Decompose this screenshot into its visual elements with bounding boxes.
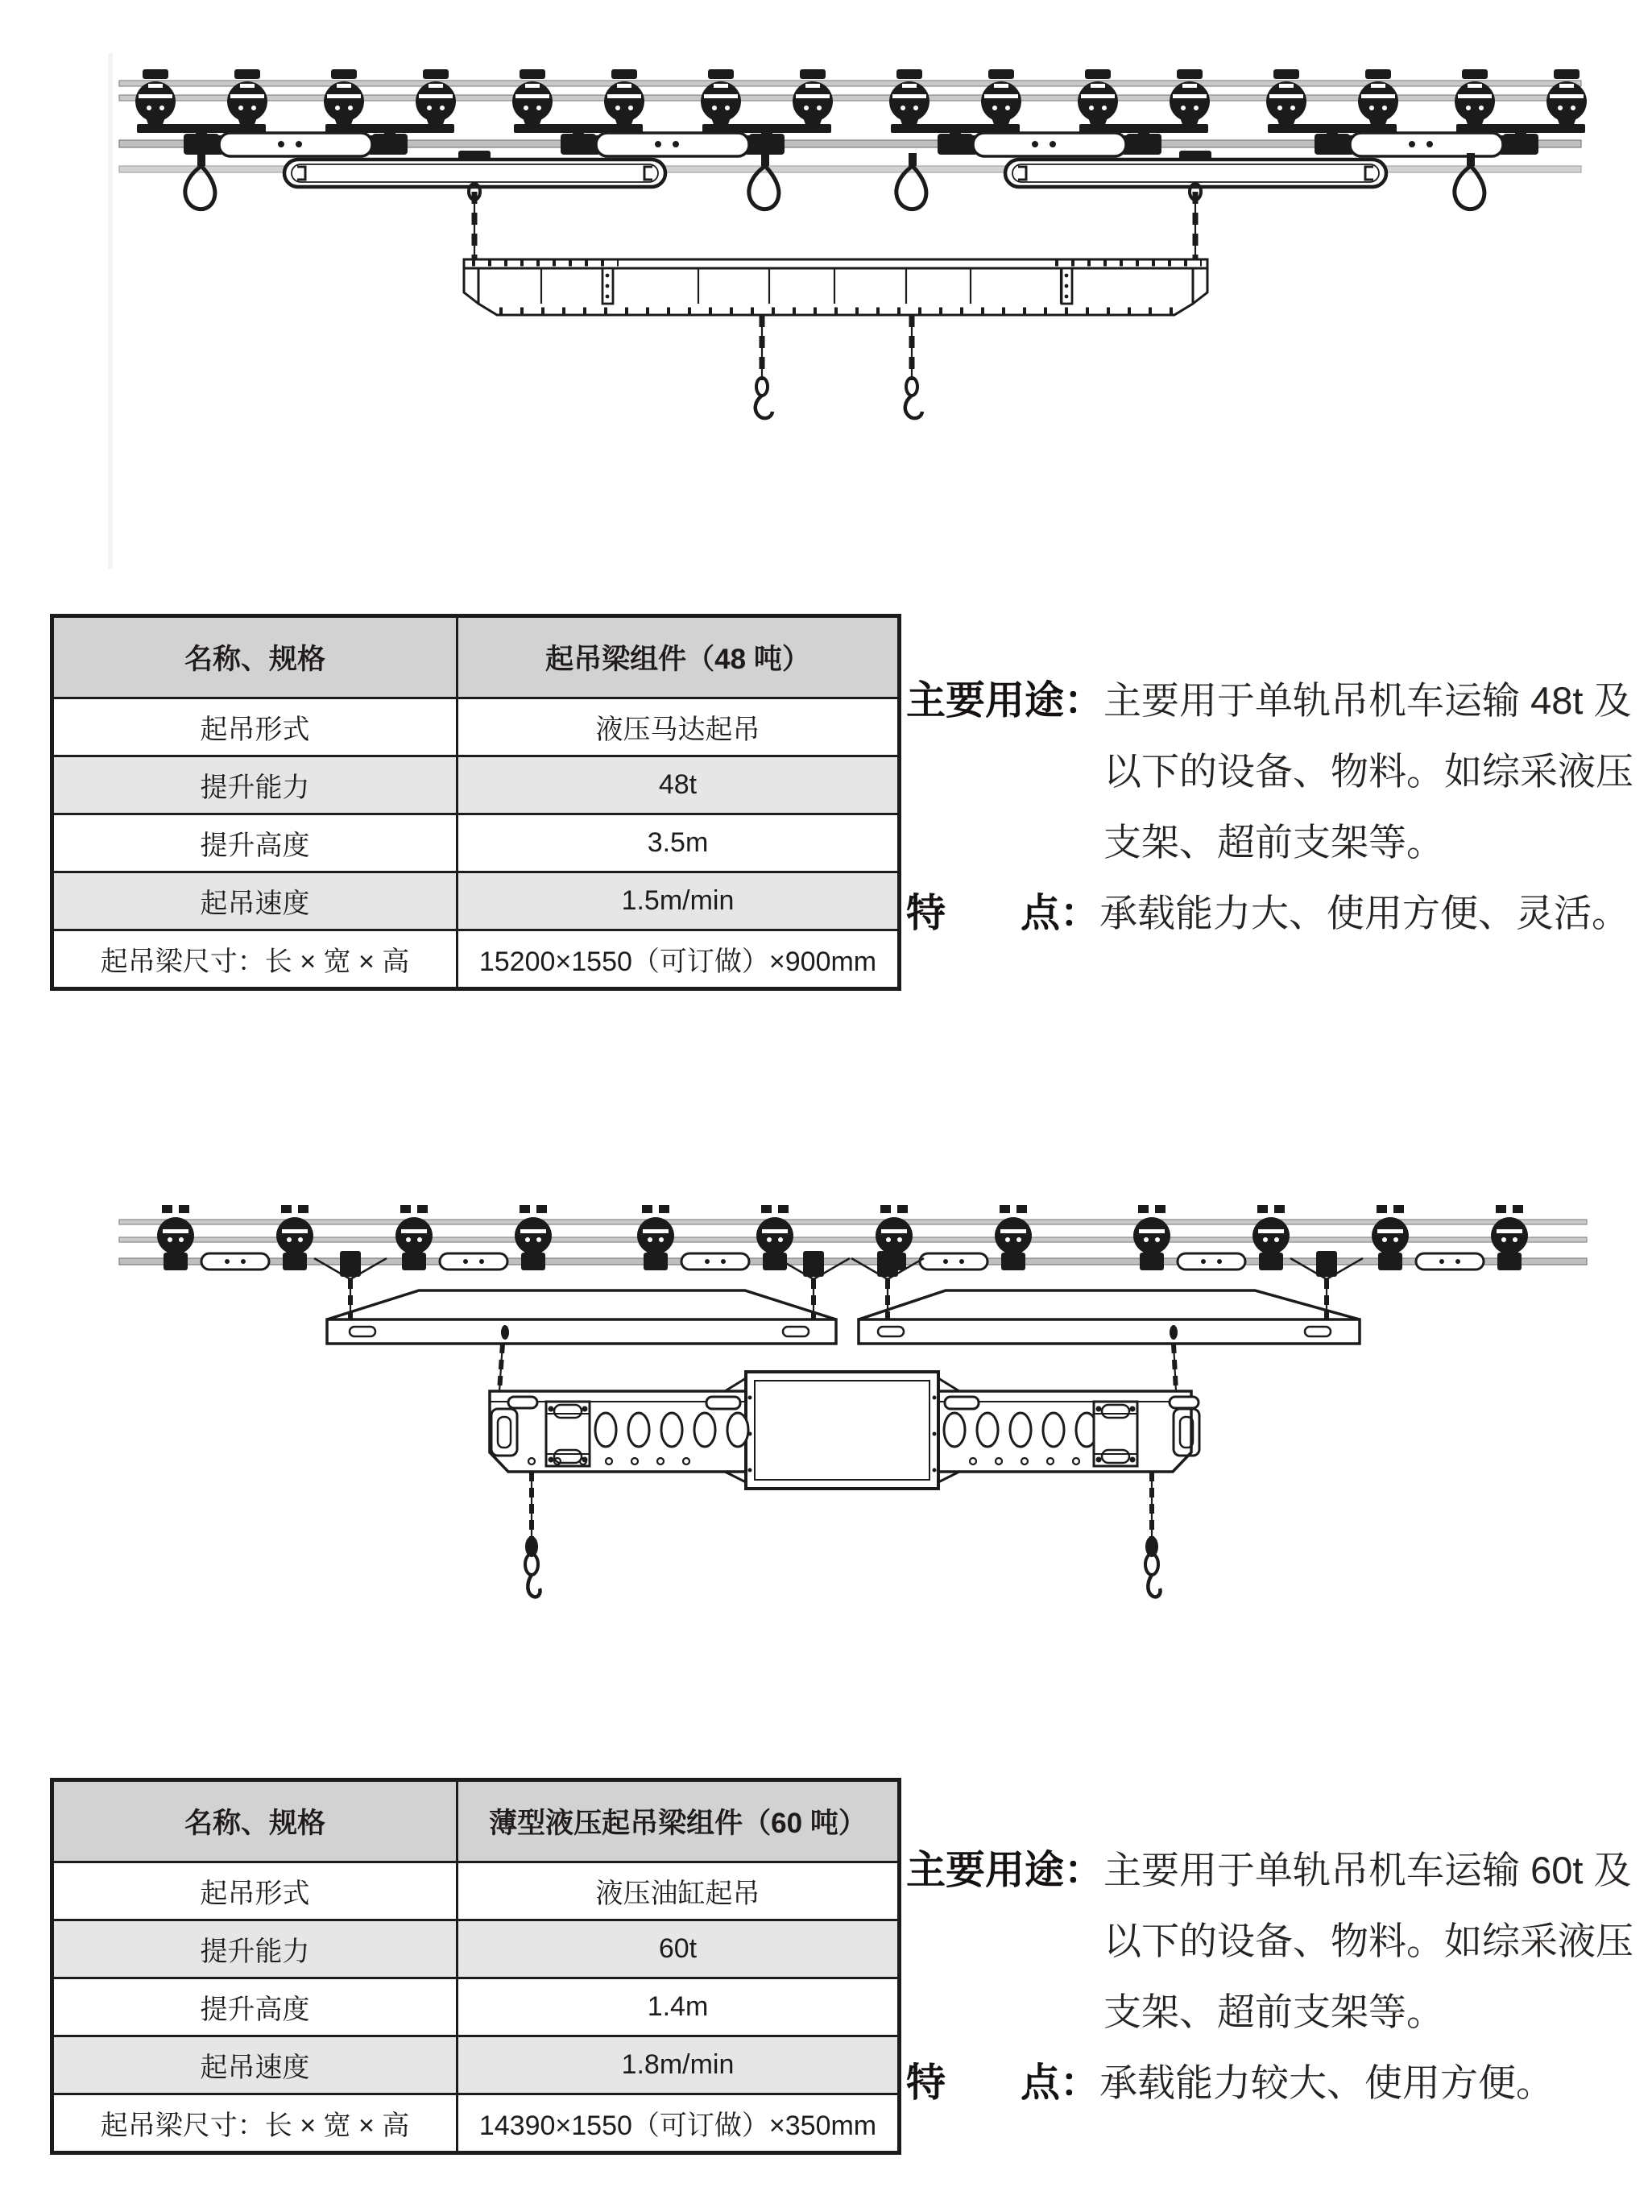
label-text: 特 <box>906 892 946 935</box>
label-text: 主要用途： <box>906 679 1104 723</box>
features-row <box>906 878 1647 949</box>
usage-notes-60t <box>906 1835 1647 2119</box>
spec-header-value: 薄型液压起吊梁组件（60 吨） <box>458 1780 900 1862</box>
spec-header-label: 名称、规格 <box>52 616 458 698</box>
usage-line: 主要用于单轨吊机车运输 60t 及 <box>1103 1849 1632 1891</box>
spec-label: 起吊速度 <box>52 2036 458 2094</box>
spec-header-value: 起吊梁组件（48 吨） <box>458 616 900 698</box>
load-chains <box>756 315 922 418</box>
main-usage-text <box>1103 665 1633 878</box>
usage-line: 以下的设备、物料。如综采液压 <box>1103 750 1634 793</box>
features-line: 承载能力较大、使用方便。 <box>1099 2061 1554 2104</box>
main-usage-label <box>906 665 1103 736</box>
spec-label: 提升能力 <box>52 1920 458 1978</box>
spec-label: 起吊速度 <box>52 872 458 930</box>
plate-suspension-chains <box>350 1279 1327 1321</box>
bolt-plate-left <box>546 1402 590 1466</box>
spec-table-60t <box>50 1778 901 2155</box>
features-text <box>1099 878 1629 949</box>
spec-value: 15200×1550（可订做）×900mm <box>458 930 900 989</box>
label-text: 主要用途： <box>906 1849 1104 1892</box>
table-row <box>52 756 900 814</box>
spec-label: 提升能力 <box>52 756 458 814</box>
spec-label: 提升高度 <box>52 1978 458 2036</box>
spec-label: 起吊梁尺寸：长 × 宽 × 高 <box>52 930 458 989</box>
lifting-beam-body <box>464 259 1207 315</box>
usage-line: 以下的设备、物料。如综采液压 <box>1103 1920 1634 1962</box>
features-line: 承载能力大、使用方便、灵活。 <box>1099 892 1629 934</box>
features-label <box>906 2048 1099 2119</box>
spec-value: 液压油缸起吊 <box>458 1862 900 1920</box>
bolt-plate-right <box>1094 1402 1137 1466</box>
spec-header-label: 名称、规格 <box>52 1780 458 1862</box>
table-row <box>52 930 900 989</box>
spec-label: 起吊形式 <box>52 1862 458 1920</box>
suspension-chains <box>474 192 1195 259</box>
spec-value: 1.8m/min <box>458 2036 900 2094</box>
spec-label: 提升高度 <box>52 814 458 872</box>
usage-line: 主要用于单轨吊机车运输 48t 及 <box>1103 679 1632 722</box>
table-row <box>52 2094 900 2153</box>
main-usage-row <box>906 665 1647 878</box>
main-usage-text <box>1103 1835 1633 2048</box>
table-row <box>52 698 900 756</box>
table-row <box>52 1862 900 1920</box>
label-text: 点： <box>1020 892 1099 935</box>
table-row <box>52 1780 900 1862</box>
usage-line: 支架、超前支架等。 <box>1103 821 1445 864</box>
features-row <box>906 2048 1647 2119</box>
spec-value: 1.4m <box>458 1978 900 2036</box>
spec-label: 起吊形式 <box>52 698 458 756</box>
table-row <box>52 616 900 698</box>
table-row <box>52 872 900 930</box>
features-text <box>1099 2048 1554 2119</box>
carrier-plate-right <box>859 1290 1360 1344</box>
main-usage-row <box>906 1835 1647 2048</box>
spec-table-48t <box>50 614 901 991</box>
usage-notes-48t <box>906 665 1647 949</box>
table-row <box>52 1920 900 1978</box>
spec-value: 48t <box>458 756 900 814</box>
spec-value: 60t <box>458 1920 900 1978</box>
table-row <box>52 2036 900 2094</box>
features-label <box>906 878 1099 949</box>
monorail-rail <box>119 1220 1587 1242</box>
table-row <box>52 1978 900 2036</box>
spec-value: 14390×1550（可订做）×350mm <box>458 2094 900 2153</box>
label-text: 特 <box>906 2061 946 2105</box>
spec-value: 液压马达起吊 <box>458 698 900 756</box>
table-row <box>52 814 900 872</box>
lifting-beam-60t-diagram <box>81 1168 1611 1692</box>
carrier-plate-left <box>327 1290 836 1344</box>
thin-lifting-beam-body <box>490 1372 1199 1489</box>
spec-label: 起吊梁尺寸：长 × 宽 × 高 <box>52 2094 458 2153</box>
main-usage-label <box>906 1835 1103 1906</box>
cylinder-beams <box>284 151 1386 200</box>
usage-line: 支架、超前支架等。 <box>1103 1990 1445 2033</box>
spec-value: 1.5m/min <box>458 872 900 930</box>
label-text: 点： <box>1020 2061 1099 2105</box>
lifting-beam-48t-diagram <box>81 48 1611 451</box>
load-chains <box>525 1472 1161 1597</box>
spec-value: 3.5m <box>458 814 900 872</box>
